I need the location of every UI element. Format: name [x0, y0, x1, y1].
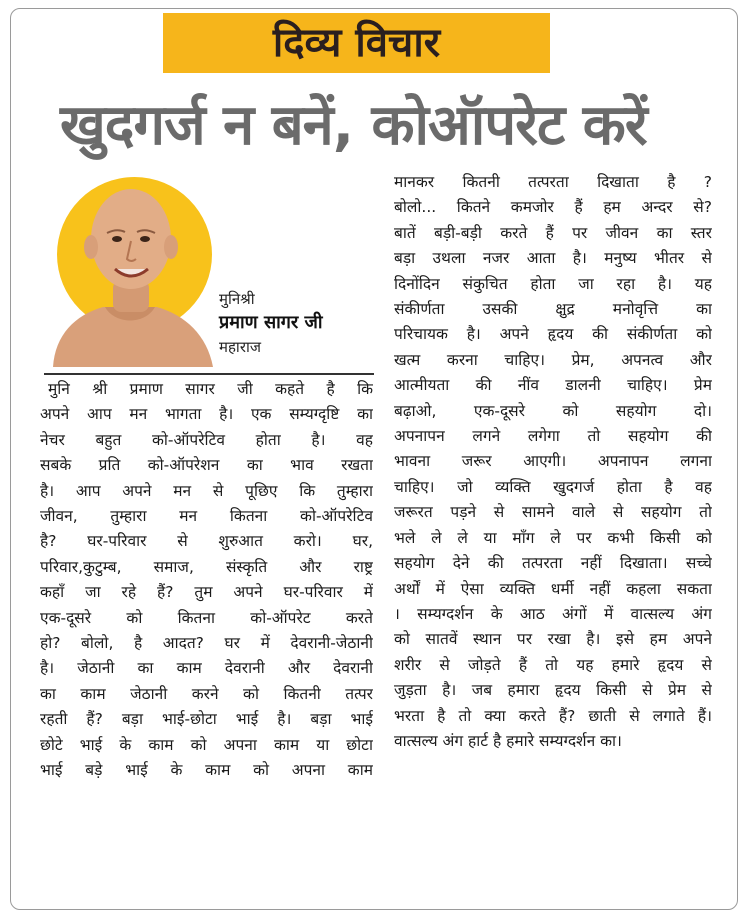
banner-title: दिव्य विचार [272, 20, 441, 66]
text-line: अर्थों में ऐसा व्यक्ति धर्मी नहीं कहला सकता [394, 579, 712, 598]
text-line: है। आप अपने मन से पूछिए कि तुम्हारा [40, 481, 373, 500]
author-caption [219, 287, 369, 359]
author-name: प्रमाण सागर जी [219, 312, 323, 333]
text-line: कहाँ जा रहे हैं? तुम अपने घर-परिवार में [40, 583, 373, 602]
text-line: को सातवें स्थान पर रखा है। इसे हम अपने [394, 630, 712, 649]
text-line: संकीर्णता उसकी क्षुद्र मनोवृत्ति का [394, 300, 712, 319]
text-line: नेचर बहुत को-ऑपरेटिव होता है। वह [40, 430, 373, 449]
text-line: अपनापन लगने लगेगा तो सहयोग की [394, 427, 712, 446]
text-line: भरता है तो क्या करते हैं? छाती से लगाते हैं। [394, 706, 712, 725]
author-photo [45, 175, 215, 367]
text-line: हो? बोलो, है आदत? घर में देवरानी-जेठानी [40, 634, 373, 653]
text-line: परिचायक है। अपने हृदय की संकीर्णता को [394, 325, 712, 344]
text-line: । सम्यग्दर्शन के आठ अंगों में वात्सल्य अंग [394, 604, 712, 623]
text-line: जरूरत पड़ने से सामने वाले से सहयोग तो [394, 503, 712, 522]
text-line: का काम जेठानी करने को कितनी तत्पर [40, 684, 373, 703]
article-headline: खुदगर्ज न बनें, कोऑपरेट करें [60, 93, 647, 158]
text-line: रहती हैं? बड़ा भाई-छोटा भाई है। बड़ा भाई [40, 710, 373, 729]
text-line: जुड़ता है। जब हमारा हृदय किसी से प्रेम से [394, 681, 712, 700]
text-line: बढ़ाओ, एक-दूसरे को सहयोग दो। [394, 401, 712, 420]
text-line: बातें बड़ी-बड़ी करते हैं पर जीवन का स्तर [394, 223, 712, 242]
text-line: सबके प्रति को-ऑपरेशन का भाव रखता [40, 456, 373, 475]
text-line: सहयोग देने की तत्परता नहीं दिखाता। सच्चे [394, 554, 712, 573]
text-line: खत्म करना चाहिए। प्रेम, अपनत्व और [394, 350, 712, 369]
text-line: मानकर कितनी तत्परता दिखाता है ? [394, 173, 712, 191]
text-line: भले ले ले या माँग ले पर कभी किसी को [394, 528, 712, 547]
text-line: अपने आप मन भागता है। एक सम्यग्दृष्टि का [40, 405, 373, 424]
text-line: वात्सल्य अंग हार्ट है हमारे सम्यग्दर्शन का। [394, 731, 622, 750]
left-column [40, 377, 373, 784]
text-line: छोटे भाई के काम को अपना काम या छोटा [40, 735, 373, 754]
section-banner [163, 13, 550, 73]
text-line: मुनि श्री प्रमाण सागर जी कहते है कि [48, 380, 373, 398]
text-line: दिनोंदिन संकुचित होता जा रहा है। यह [394, 274, 712, 293]
text-line: बोलो... कितने कमजोर हैं हम अन्दर से? [394, 198, 712, 217]
column-divider [44, 373, 374, 375]
text-line: परिवार,कुटुम्ब, समाज, संस्कृति और राष्ट्र [40, 557, 373, 576]
text-line: आत्मीयता की नींव डालनी चाहिए। प्रेम [394, 376, 712, 395]
text-line: चाहिए। जो व्यक्ति खुदगर्ज होता है वह [394, 477, 712, 496]
text-line: है। जेठानी का काम देवरानी और देवरानी [40, 659, 373, 678]
text-line: शरीर से जोड़ते हैं तो यह हमारे हृदय से [394, 655, 712, 674]
author-block [45, 175, 365, 375]
author-prefix: मुनिश्री [219, 290, 255, 308]
text-line: भावना जरूर आएगी। अपनापन लगना [394, 452, 712, 471]
text-line: भाई बड़े भाई के काम को अपना काम [40, 761, 373, 780]
text-line: जीवन, तुम्हारा मन कितना को-ऑपरेटिव [40, 507, 373, 526]
text-line: बड़ा उथला नजर आता है। मनुष्य भीतर से [394, 249, 712, 268]
right-column [394, 170, 712, 754]
author-suffix: महाराज [219, 338, 261, 356]
text-line: एक-दूसरे को कितना को-ऑपरेट करते [40, 608, 373, 627]
text-line: है? घर-परिवार से शुरुआत करो। घर, [40, 532, 373, 551]
